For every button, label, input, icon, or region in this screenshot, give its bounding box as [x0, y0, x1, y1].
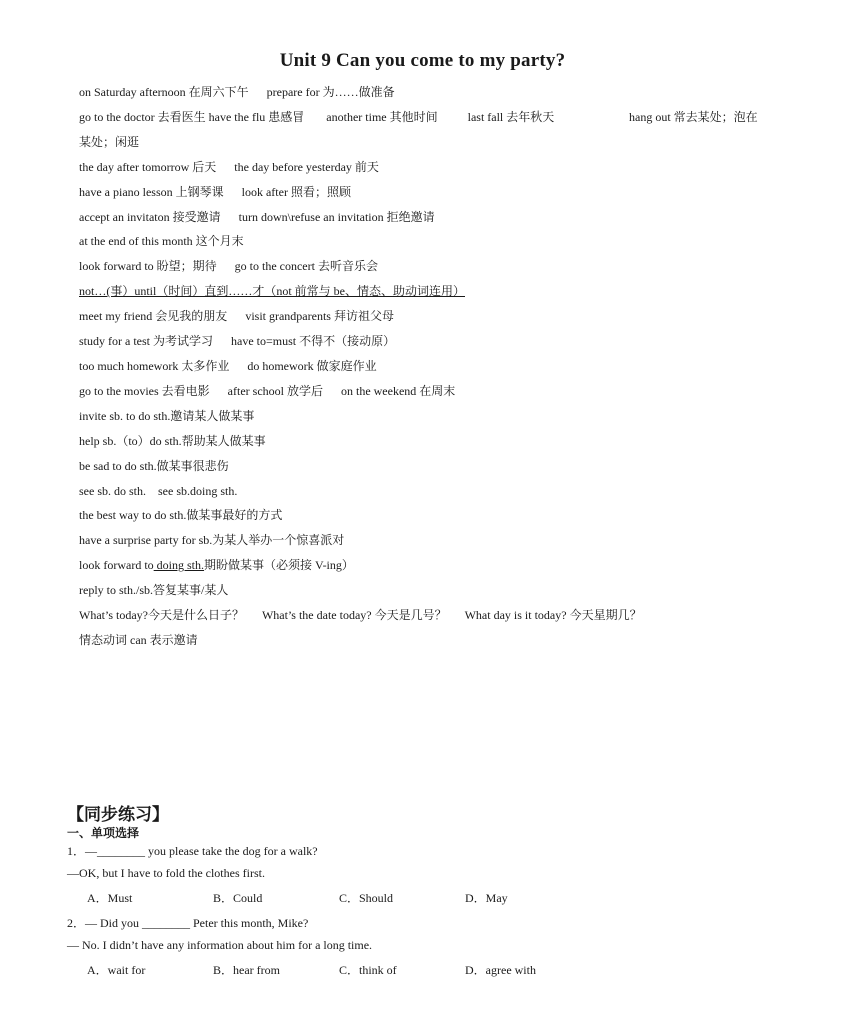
vocab-line: [79, 180, 779, 205]
vocab-phrase: go to the concert 去听音乐会: [234, 259, 378, 274]
vocab-phrase: look forward to: [79, 558, 154, 573]
vocab-phrase: 期盼做某事（必须接 V-ing）: [204, 558, 354, 573]
vocab-line: [79, 603, 779, 628]
vocab-phrase: turn down\refuse an invitation 拒绝邀请: [238, 209, 435, 224]
vocab-line: [79, 130, 779, 155]
vocab-phrase: at the end of this month 这个月末: [79, 234, 244, 249]
option-d: D．agree with: [465, 963, 536, 977]
vocab-line: [79, 205, 779, 230]
vocab-phrase: What day is it today? 今天星期几？: [464, 608, 642, 623]
option-c: C．think of: [339, 963, 397, 977]
vocab-phrase: be sad to do sth.做某事很悲伤: [79, 458, 229, 473]
vocab-line: [79, 329, 779, 354]
vocab-line: [79, 304, 779, 329]
question-2-response: — No. I didn’t have any information about him for a long time.: [67, 938, 373, 952]
vocab-phrase: 情态动词 can 表示邀请: [79, 632, 198, 647]
vocab-line: [79, 628, 779, 653]
vocab-phrase: after school 放学后: [227, 383, 323, 398]
vocab-line: [79, 105, 779, 130]
vocab-phrase: look forward to 盼望；期待: [79, 259, 217, 274]
vocab-phrase: too much homework 太多作业: [79, 358, 230, 373]
exercise-subheading: 一、单项选择: [67, 826, 140, 840]
vocab-line: [79, 578, 779, 603]
page-title: Unit 9 Can you come to my party?: [279, 50, 566, 71]
vocab-phrase: 某处；闲逛: [79, 134, 140, 149]
vocab-phrase: see sb.doing sth.: [158, 483, 238, 498]
vocab-phrase: go to the movies 去看电影: [79, 383, 210, 398]
vocab-phrase: prepare for 为……做准备: [266, 85, 395, 99]
vocab-line: [79, 354, 779, 379]
option-b: B．hear from: [213, 963, 280, 977]
vocab-phrase: invite sb. to do sth.邀请某人做某事: [79, 408, 255, 423]
option-b: B．Could: [213, 891, 263, 905]
vocab-line: [79, 503, 779, 528]
vocab-phrase: the day after tomorrow 后天: [79, 159, 217, 174]
vocab-phrase: hang out 常去某处；泡在: [629, 109, 758, 124]
vocabulary-list: [79, 80, 779, 653]
vocab-phrase: meet my friend 会见我的朋友: [79, 309, 228, 324]
vocab-phrase: on Saturday afternoon 在周六下午: [79, 85, 249, 99]
vocab-phrase: reply to sth./sb.答复某事/某人: [79, 583, 229, 598]
vocab-line: [79, 229, 779, 254]
vocab-line: [79, 80, 779, 105]
question-1-response: —OK, but I have to fold the clothes first.: [67, 866, 265, 880]
vocab-phrase: What’s today?今天是什么日子？: [79, 608, 244, 623]
option-d: D．May: [465, 891, 508, 905]
vocab-line: [79, 553, 779, 578]
vocab-phrase: last fall 去年秋天: [467, 109, 555, 124]
option-a: A．wait for: [87, 963, 146, 977]
vocab-line: [79, 528, 779, 553]
vocab-line: [79, 429, 779, 454]
vocab-phrase: have a piano lesson 上钢琴课: [79, 184, 224, 199]
vocab-phrase: have a surprise party for sb.为某人举办一个惊喜派对: [79, 533, 345, 548]
vocab-phrase: accept an invitaton 接受邀请: [79, 209, 221, 224]
vocab-line: [79, 379, 779, 404]
question-1: 1．—________ you please take the dog for a walk?: [67, 844, 318, 858]
vocab-phrase: visit grandparents 拜访祖父母: [245, 309, 394, 324]
vocab-phrase: What’s the date today? 今天是几号？: [261, 608, 447, 623]
vocab-phrase: the best way to do sth.做某事最好的方式: [79, 508, 283, 523]
vocab-line: [79, 254, 779, 279]
vocab-line: [79, 279, 779, 304]
option-c: C．Should: [339, 891, 394, 905]
vocab-line: [79, 155, 779, 180]
vocab-phrase: see sb. do sth.: [79, 483, 146, 498]
vocab-line: [79, 454, 779, 479]
vocab-phrase: help sb.（to）do sth.帮助某人做某事: [79, 433, 266, 448]
vocab-phrase: look after 照看；照顾: [241, 184, 351, 199]
vocab-phrase: the day before yesterday 前天: [234, 159, 379, 174]
vocab-phrase: have to=must 不得不（接动原）: [231, 334, 396, 349]
question-2-options: [87, 961, 591, 978]
exercise-heading: 【同步练习】: [67, 805, 169, 825]
vocab-phrase: another time 其他时间: [326, 109, 438, 124]
option-a: A．Must: [87, 891, 133, 905]
vocab-line: [79, 479, 779, 504]
vocab-phrase: do homework 做家庭作业: [247, 358, 377, 373]
vocab-phrase: go to the doctor 去看医生 have the flu 患感冒: [79, 109, 305, 124]
vocab-phrase: not…(事）until（时间）直到……才（not 前常与 be、情态、助动词连用）: [79, 284, 465, 299]
vocab-phrase: study for a test 为考试学习: [79, 334, 213, 349]
vocab-phrase-underlined: doing sth.: [153, 558, 204, 573]
question-1-options: [87, 889, 591, 906]
vocab-phrase: on the weekend 在周末: [340, 383, 456, 398]
vocab-line: [79, 404, 779, 429]
question-2: 2．— Did you ________ Peter this month, Mike?: [67, 916, 309, 930]
